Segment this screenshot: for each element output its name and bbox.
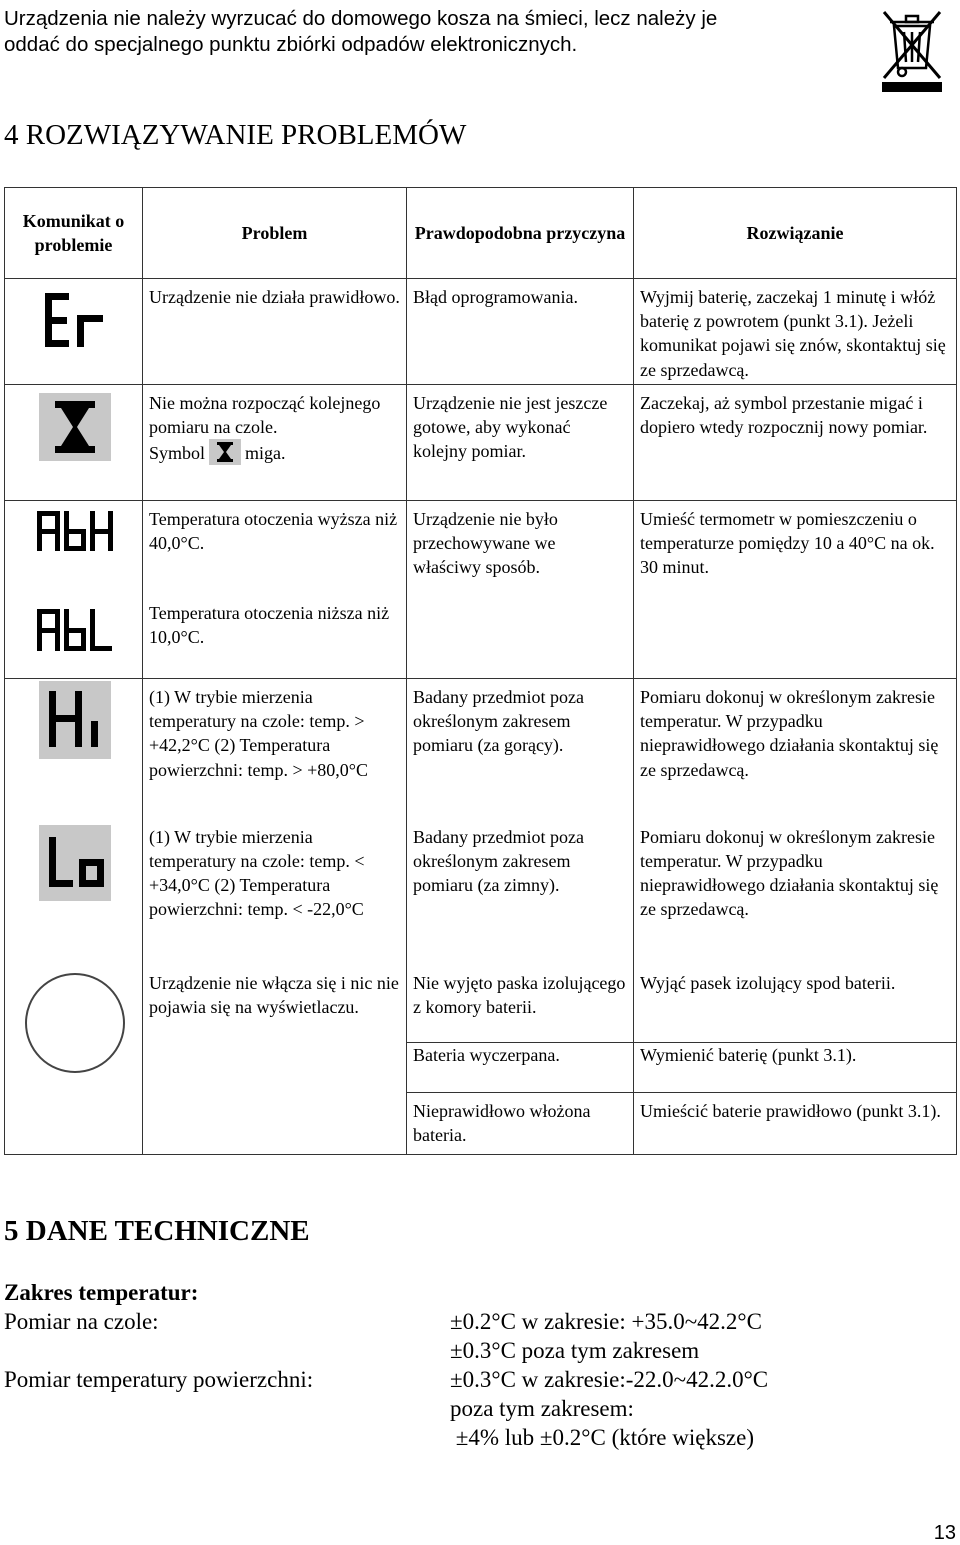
problem-cell [143,385,407,501]
header-solution: Rozwiązanie [634,188,957,279]
disposal-notice-line2: oddać do specjalnego punktu zbiórki odpadów elektronicznych. [4,33,578,56]
surface-value: ±4% lub ±0.2°C (które większe) [450,1425,754,1450]
solution-cell: Wyjąć pasek izolujący spod baterii. [634,971,957,1043]
cause-cell: Urządzenie nie jest jeszcze gotowe, aby wykonać kolejny pomiar. [407,385,634,501]
crossed-out-wheelie-bin-icon [880,6,944,94]
technical-data [4,1278,944,1455]
problem-cell: Temperatura otoczenia wyższa niż 40,0°C. [143,501,407,601]
table-row [5,501,957,601]
display-cell [5,601,143,679]
solution-cell: Pomiaru dokonuj w określonym zakresie temperatur. W przypadku nieprawidłowego działania skontaktuj się ze sprzedawcą. [634,825,957,971]
cause-cell: Nieprawidłowo włożona bateria. [407,1093,634,1155]
troubleshooting-table [4,187,957,1155]
display-cell [5,385,143,501]
header-cause: Prawdopodobna przyczyna [407,188,634,279]
lcd-lo-icon [39,825,111,901]
solution-cell: Wyjmij baterię, zaczekaj 1 minutę i włóż baterię z powrotem (punkt 3.1). Jeżeli komunikat pojawi się znów, skontaktuj się ze sprzedawcą. [634,279,957,385]
section-5-title: 5 DANE TECHNICZNE [4,1215,310,1247]
surface-row [4,1365,944,1455]
blank-display-circle-icon [25,973,125,1073]
symbol-suffix: miga. [245,443,286,464]
table-row [5,279,957,385]
problem-cell: Urządzenie nie włącza się i nic nie pojawia się na wyświetlaczu. [143,971,407,1155]
table-row [5,679,957,825]
section-4-title: 4 ROZWIĄZYWANIE PROBLEMÓW [4,119,467,151]
header-message: Komunikat o problemie [5,188,143,279]
forehead-values [450,1307,762,1365]
cause-cell: Bateria wyczerpana. [407,1043,634,1093]
forehead-value: ±0.3°C poza tym zakresem [450,1338,700,1363]
surface-value: ±0.3°C w zakresie:-22.0~42.2.0°C [450,1367,769,1392]
header-problem: Problem [143,188,407,279]
problem-text: Nie można rozpocząć kolejnego pomiaru na czole. [149,393,381,438]
forehead-value: ±0.2°C w zakresie: +35.0~42.2°C [450,1309,762,1334]
surface-value: poza tym zakresem: [450,1396,634,1421]
solution-cell: Zaczekaj, aż symbol przestanie migać i dopiero wtedy rozpocznij nowy pomiar. [634,385,957,501]
lcd-er-icon [39,287,119,357]
problem-cell: (1) W trybie mierzenia temperatury na czole: temp. < +34,0°C (2) Temperatura powierzchni: temp. < -22,0°C [143,825,407,971]
page-number: 13 [933,1522,956,1544]
hourglass-icon [39,393,111,461]
problem-cell: Temperatura otoczenia niższa niż 10,0°C. [143,601,407,679]
table-header-row [5,188,957,279]
solution-cell: Pomiaru dokonuj w określonym zakresie temperatur. W przypadku nieprawidłowego działania skontaktuj się ze sprzedawcą. [634,679,957,825]
disposal-notice [4,6,824,58]
problem-cell: Urządzenie nie działa prawidłowo. [143,279,407,385]
table-row [5,825,957,971]
problem-cell: (1) W trybie mierzenia temperatury na czole: temp. > +42,2°C (2) Temperatura powierzchni: temp. > +80,0°C [143,679,407,825]
cause-cell: Badany przedmiot poza określonym zakresem pomiaru (za zimny). [407,825,634,971]
display-cell [5,825,143,971]
table-row [5,971,957,1043]
cause-cell: Urządzenie nie było przechowywane we właściwy sposób. [407,501,634,679]
cause-cell: Błąd oprogramowania. [407,279,634,385]
lcd-abl-icon [35,607,115,653]
symbol-prefix: Symbol [149,443,206,464]
lcd-abh-icon [35,509,115,553]
forehead-row [4,1307,944,1365]
table-row [5,385,957,501]
hourglass-icon [209,439,241,465]
surface-values [450,1365,768,1452]
lcd-hi-icon [39,681,111,759]
display-cell [5,679,143,825]
solution-cell: Umieścić baterie prawidłowo (punkt 3.1). [634,1093,957,1155]
temperature-range-label: Zakres temperatur: [4,1280,199,1305]
display-cell [5,279,143,385]
solution-cell: Wymienić baterię (punkt 3.1). [634,1043,957,1093]
display-cell [5,501,143,601]
forehead-label: Pomiar na czole: [4,1309,159,1334]
cause-cell: Badany przedmiot poza określonym zakresem pomiaru (za gorący). [407,679,634,825]
disposal-notice-line1: Urządzenia nie należy wyrzucać do domowego kosza na śmieci, lecz należy je [4,7,718,30]
display-cell [5,971,143,1155]
surface-label: Pomiar temperatury powierzchni: [4,1367,314,1392]
cause-cell: Nie wyjęto paska izolującego z komory baterii. [407,971,634,1043]
solution-cell: Umieść termometr w pomieszczeniu o temperaturze pomiędzy 10 a 40°C na ok. 30 minut. [634,501,957,679]
